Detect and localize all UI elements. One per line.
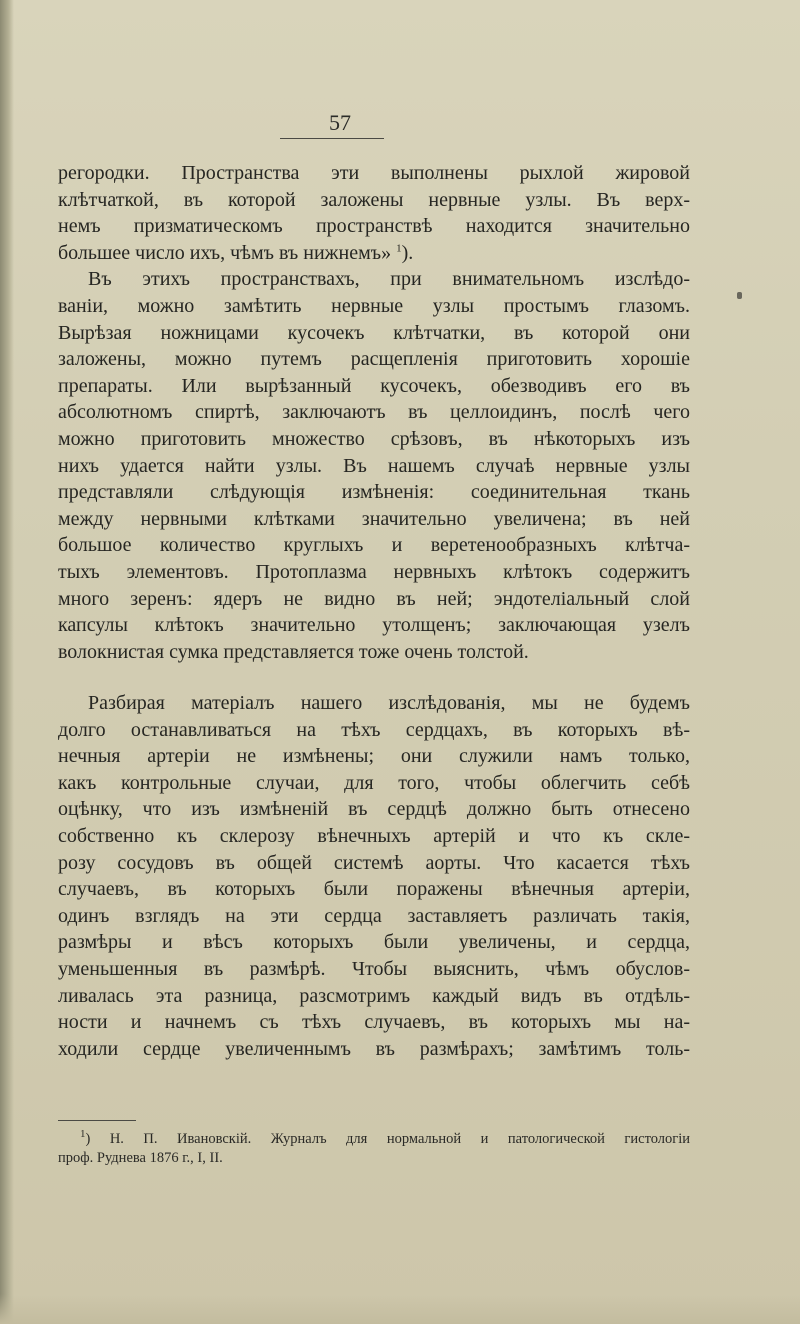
text-line: долго останавливаться на тѣхъ сердцахъ, въ которыхъ вѣ- bbox=[58, 718, 690, 741]
header-rule bbox=[280, 138, 384, 139]
footnote-line: проф. Руднева 1876 г., I, II. bbox=[58, 1150, 223, 1166]
paragraph-2 bbox=[58, 690, 690, 1062]
text-line: собственно къ склерозу вѣнечныхъ артерій и что къ скле- bbox=[58, 824, 690, 847]
text-line: капсулы клѣтокъ значительно утолщенъ; заключающая узелъ bbox=[58, 614, 690, 637]
text-line: тыхъ элементовъ. Протоплазма нервныхъ клѣтокъ содержитъ bbox=[58, 560, 690, 583]
footnote-ref: 1 bbox=[396, 242, 402, 255]
text-line: немъ призматическомъ пространствѣ находится значительно bbox=[58, 215, 690, 238]
text-line: размѣры и вѣсъ которыхъ были увеличены, и сердца, bbox=[58, 931, 690, 954]
text-line-indent: Разбирая матеріалъ нашего изслѣдованія, мы не будемъ bbox=[88, 692, 690, 714]
text-line: ваніи, можно замѣтить нервные узлы простымъ глазомъ. bbox=[58, 294, 690, 317]
text-span: большее число ихъ, чѣмъ въ нижнемъ» bbox=[58, 241, 392, 264]
text-line: случаевъ, въ которыхъ были поражены вѣнечныя артеріи, bbox=[58, 878, 690, 901]
page-bottom-edge bbox=[0, 1294, 800, 1324]
text-line: клѣтчаткой, въ которой заложены нервные узлы. Въ верх- bbox=[58, 188, 690, 211]
text-line: можно приготовить множество срѣзовъ, въ нѣкоторыхъ изъ bbox=[58, 427, 690, 450]
text-line: регородки. Пространства эти выполнены рыхлой жировой bbox=[58, 162, 690, 184]
text-line: уменьшенныя въ размѣрѣ. Чтобы выяснить, чѣмъ обуслов- bbox=[58, 957, 690, 980]
text-line: волокнистая сумка представляется тоже очень толстой. bbox=[58, 640, 529, 663]
page-number: 57 bbox=[329, 110, 351, 135]
text-line-with-footnote-ref bbox=[58, 240, 690, 267]
text-line: одинъ взглядъ на эти сердца заставляетъ различать такія, bbox=[58, 904, 690, 927]
binding-shadow bbox=[0, 0, 14, 1324]
text-line: розу сосудовъ въ общей системѣ аорты. Что касается тѣхъ bbox=[58, 851, 690, 874]
footnote-text: ) Н. П. Ивановскій. Журналъ для нормальной и патологической гистологіи bbox=[85, 1131, 690, 1147]
text-line: много зеренъ: ядеръ не видно въ ней; эндотеліальный слой bbox=[58, 587, 690, 610]
ink-speck bbox=[737, 292, 742, 299]
text-line: между нервными клѣтками значительно увеличена; въ ней bbox=[58, 507, 690, 530]
text-line: представляли слѣдующія измѣненія: соединительная ткань bbox=[58, 481, 690, 504]
text-line: нечныя артеріи не измѣнены; они служили намъ только, bbox=[58, 745, 690, 768]
footnote-line bbox=[58, 1130, 690, 1149]
text-line: препараты. Или вырѣзанный кусочекъ, обезводивъ его въ bbox=[58, 374, 690, 397]
text-line: оцѣнку, что изъ измѣненій въ сердцѣ должно быть отнесено bbox=[58, 798, 690, 821]
footnote bbox=[58, 1130, 690, 1168]
text-line: ности и начнемъ съ тѣхъ случаевъ, въ которыхъ мы на- bbox=[58, 1011, 690, 1034]
paragraph-1 bbox=[58, 160, 690, 665]
footnote-marker: 1 bbox=[80, 1130, 86, 1141]
text-line: абсолютномъ спиртѣ, заключаютъ въ целлоидинъ, послѣ чего bbox=[58, 401, 690, 424]
text-line: заложены, можно путемъ расщепленія приготовить хорошіе bbox=[58, 348, 690, 371]
text-line: ходили сердце увеличеннымъ въ размѣрахъ; замѣтимъ толь- bbox=[58, 1037, 690, 1060]
text-line: какъ контрольные случаи, для того, чтобы облегчить себѣ bbox=[58, 771, 690, 794]
text-line: большое количество круглыхъ и веретенообразныхъ клѣтча- bbox=[58, 534, 690, 557]
footnote-ref-tail: ). bbox=[401, 241, 414, 264]
text-line-indent: Въ этихъ пространствахъ, при внимательномъ изслѣдо- bbox=[88, 268, 690, 291]
text-line: Вырѣзая ножницами кусочекъ клѣтчатки, въ которой они bbox=[58, 321, 690, 344]
text-line: нихъ удается найти узлы. Въ нашемъ случаѣ нервные узлы bbox=[58, 454, 690, 477]
footnote-rule bbox=[58, 1120, 136, 1121]
text-line: ливалась эта разница, разсмотримъ каждый видъ въ отдѣль- bbox=[58, 984, 690, 1007]
